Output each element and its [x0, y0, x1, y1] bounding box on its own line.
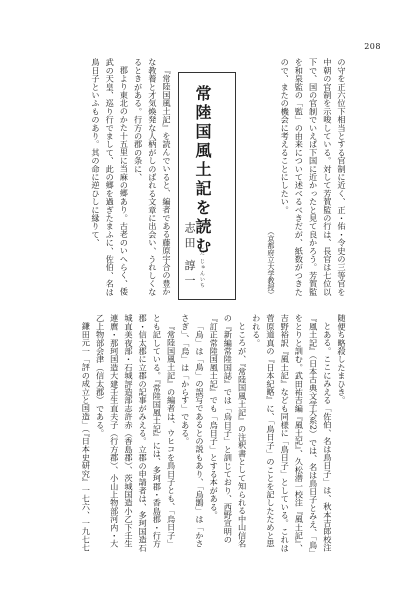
author-name: 志田 諄一: [183, 221, 196, 289]
article-title: 常陸国風土記を読む: [193, 85, 212, 256]
paragraph: の守を正六位下相当とする官制に近く、正・佑・令史の三等官を中朝の官制を示唆している。対して芳賀監の行は、長官は七位以下で、国の官制でいえば下国に近かったと見て良かろう。芳賀監を和泉監の「監」の由来について述べるべきだが、紙数がつきたので、またの機会に考えることにしたい。: [280, 58, 347, 296]
paragraph: とある。ここにみえる「佐伯、名は鳥日子」は、秋本吉郎校注『風土記』（日本古典文学大系2）では、名は鳥日子とみえ、「鳥」をとりと訓む。武田祐吉編『風土記』、久松潜一校注『風土記』、吉野裕訳『風土記』なども同様に「鳥日子」としている。これは菅原道真の『日本紀略』に、「鳥日子」のことを記したためと思われる。: [251, 314, 333, 553]
page-number: 208: [364, 42, 381, 51]
paragraph: 『常陸国風土記』の編者は、ウヒコを鳥日子とも、「烏日子」とも記している。『常陸国風土記』には、多珂郡・香島郡・行方郡・信太郡に立郡の記事がみえる。立郡の申請者は、多珂国造石城直美夜部・石城評造部志許赤（香島郡）、茨城国造小乙下壬生連麿・那珂国造大建壬生直夫子（行方郡）、小山上物部河内・大乙上物部会津（信太郡）である。: [95, 314, 177, 552]
paragraph: ところが、『常陸国風土記』の注釈書として知られる中山信名の『新編常陸国誌』では「烏日子」と訓じており、西野宣明の『訂正常陸国風土記』でも「烏日子」とする本がある。: [209, 314, 248, 548]
quotation: 郡より東北のかた十五里に当麻の郷あり。古老のいへらく、倭武の天皇、巡り行でまして、此の郷を過ぎたまふに、佐伯、名は鳥日子といふものあり。其の命に逆ひしに縁りて、: [90, 58, 130, 296]
author-ruby: しだ じゅんいち: [199, 244, 205, 289]
paragraph: 『常陸国風土記』を読んでいると、編者である藤原宇合の豊かな教養と才気煥発な人柄がしのばれる文章に出会い、うれしくなるときがある。行方の郡の条に、: [133, 58, 172, 296]
lower-column: [49, 314, 349, 554]
affiliation: （京都府立大学教授）: [266, 228, 275, 298]
upper-left-column: [56, 58, 174, 298]
reference: 鎌田元一「評の成立と国造」（『日本史研究』一七六、一九七七: [81, 322, 92, 552]
quotation-end: 随便ち略殺したまひき。: [337, 314, 347, 405]
title-box: [178, 72, 236, 300]
paragraph: 「烏」は「鳥」の誤写であるとの説もあり、「烏鵲」は「かささぎ」、「烏」は「からす」である。: [180, 314, 205, 548]
